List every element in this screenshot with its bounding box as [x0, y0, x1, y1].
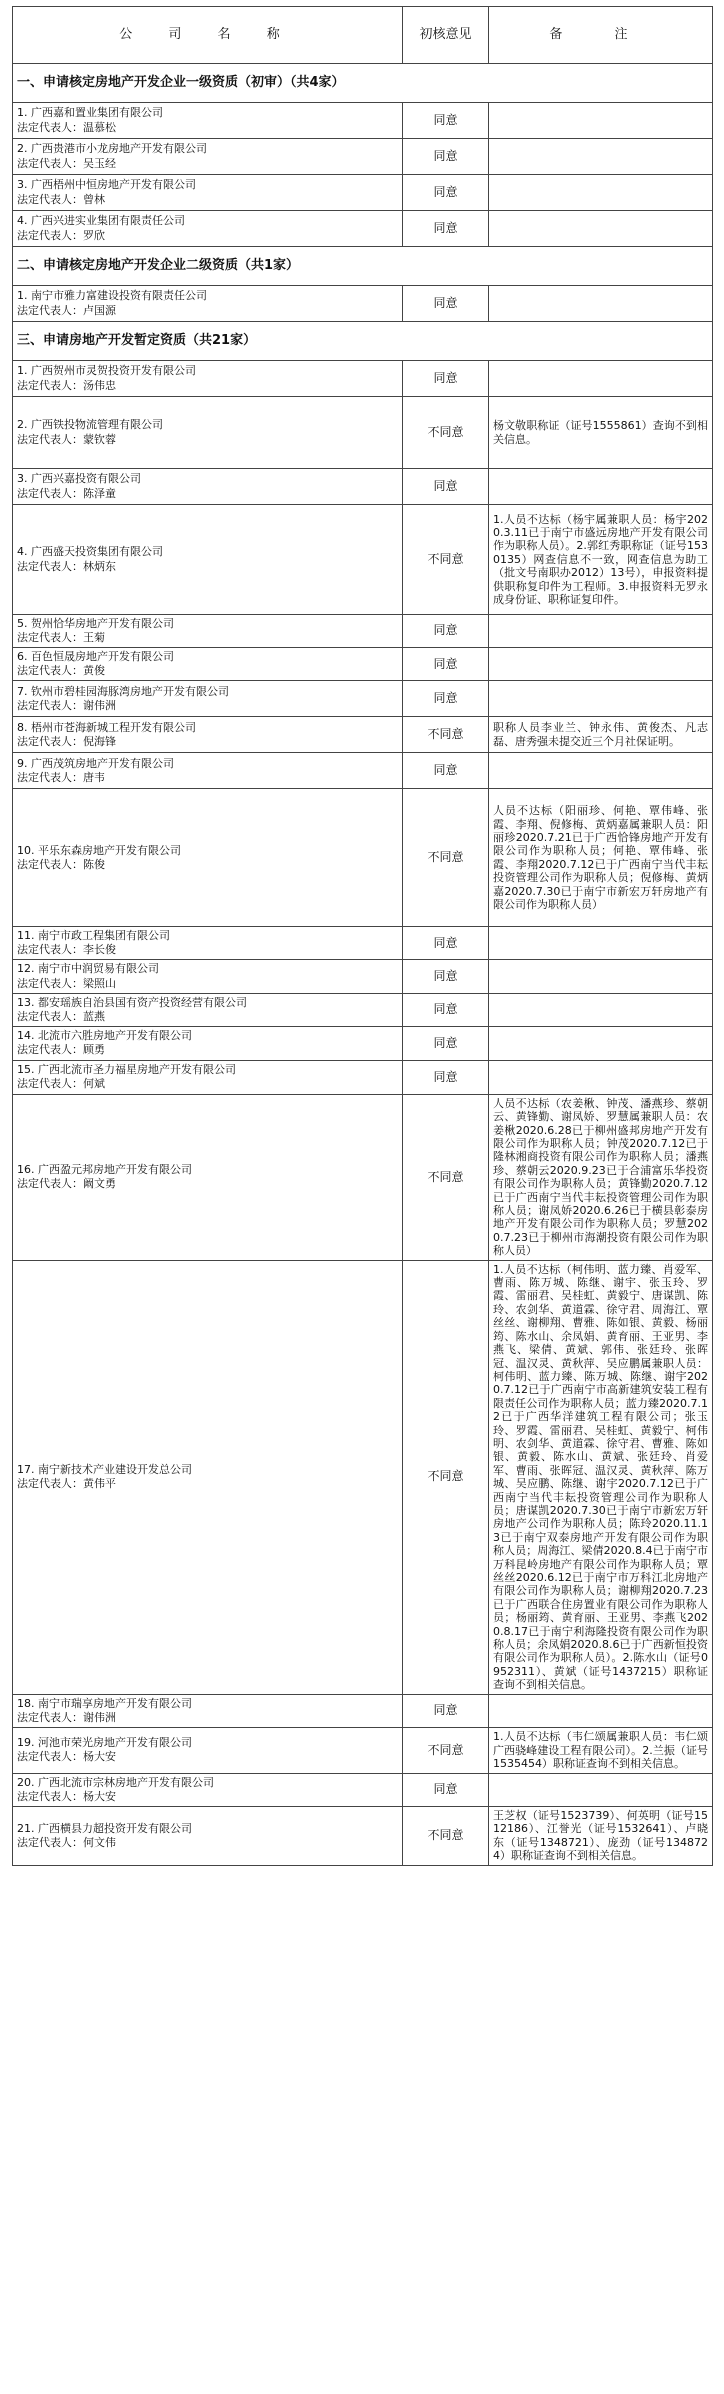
legal-representative: 法定代表人：唐韦	[17, 770, 105, 784]
table-row	[13, 1260, 713, 1694]
company-cell	[13, 397, 403, 469]
header-company: 公 司 名 称	[13, 7, 403, 64]
review-result: 不同意	[403, 1094, 489, 1260]
table-row	[13, 139, 713, 175]
legal-representative: 法定代表人：梁照山	[17, 976, 116, 990]
legal-representative: 法定代表人：吴玉经	[17, 156, 116, 170]
table-body	[13, 64, 713, 1866]
review-result: 不同意	[403, 1806, 489, 1865]
company-name: 21. 广西横县力超投资开发有限公司	[17, 1821, 192, 1835]
legal-representative: 法定代表人：阚文勇	[17, 1177, 116, 1191]
table-row	[13, 469, 713, 505]
legal-representative: 法定代表人：陈泽童	[17, 486, 116, 500]
legal-representative: 法定代表人：谢伟洲	[17, 1710, 116, 1724]
review-result: 不同意	[403, 1727, 489, 1773]
table-row	[13, 1060, 713, 1094]
company-name: 3. 广西兴嘉投资有限公司	[17, 472, 141, 486]
legal-representative: 法定代表人：蒙钦蓉	[17, 432, 116, 446]
table-row	[13, 681, 713, 717]
company-cell	[13, 469, 403, 505]
legal-representative: 法定代表人：倪海锋	[17, 734, 116, 748]
review-result: 同意	[403, 615, 489, 648]
company-cell	[13, 1727, 403, 1773]
company-cell	[13, 1094, 403, 1260]
review-result: 同意	[403, 648, 489, 681]
company-cell	[13, 1026, 403, 1060]
review-result: 同意	[403, 286, 489, 322]
legal-representative: 法定代表人：何文伟	[17, 1835, 116, 1849]
table-row	[13, 397, 713, 469]
review-result: 同意	[403, 681, 489, 717]
company-name: 1. 广西贺州市灵贺投资开发有限公司	[17, 364, 196, 378]
company-cell	[13, 789, 403, 927]
company-cell	[13, 753, 403, 789]
table-row	[13, 993, 713, 1026]
table-row	[13, 1026, 713, 1060]
remark-cell	[489, 993, 713, 1026]
header-remark: 备 注	[489, 7, 713, 64]
review-result: 不同意	[403, 1260, 489, 1694]
table-header-row	[13, 7, 713, 64]
table-row	[13, 286, 713, 322]
table-row	[13, 717, 713, 753]
table-row	[13, 615, 713, 648]
review-result: 不同意	[403, 505, 489, 615]
table-row	[13, 175, 713, 211]
legal-representative: 法定代表人：卢国源	[17, 303, 116, 317]
legal-representative: 法定代表人：李长俊	[17, 943, 116, 957]
section-heading-row	[13, 64, 713, 103]
section-title: 三、申请房地产开发暂定资质（共21家）	[13, 322, 713, 361]
legal-representative: 法定代表人：陈俊	[17, 857, 105, 871]
company-name: 11. 南宁市政工程集团有限公司	[17, 929, 170, 943]
company-cell	[13, 927, 403, 960]
review-result: 同意	[403, 1026, 489, 1060]
table-row	[13, 1727, 713, 1773]
remark-cell: 1.人员不达标（韦仁颂属兼职人员：韦仁颂 广西骁峰建设工程有限公司）。2.兰振（证号1535454）职称证查询不到相关信息。	[489, 1727, 713, 1773]
review-result: 同意	[403, 139, 489, 175]
remark-cell	[489, 361, 713, 397]
review-result: 同意	[403, 753, 489, 789]
company-cell	[13, 1694, 403, 1727]
table-row	[13, 211, 713, 247]
legal-representative: 法定代表人：谢伟洲	[17, 698, 116, 712]
legal-representative: 法定代表人：罗欣	[17, 228, 105, 242]
legal-representative: 法定代表人：黄伟平	[17, 1477, 116, 1491]
company-cell	[13, 615, 403, 648]
review-result: 同意	[403, 1694, 489, 1727]
review-result: 同意	[403, 1773, 489, 1806]
section-heading-row	[13, 322, 713, 361]
company-name: 2. 广西铁投物流管理有限公司	[17, 418, 163, 432]
table-row	[13, 927, 713, 960]
remark-cell	[489, 286, 713, 322]
review-result: 同意	[403, 993, 489, 1026]
review-result: 同意	[403, 927, 489, 960]
company-name: 8. 梧州市苍海新城工程开发有限公司	[17, 720, 196, 734]
remark-cell	[489, 753, 713, 789]
company-name: 15. 广西北流市圣力福星房地产开发有限公司	[17, 1063, 236, 1077]
company-name: 12. 南宁市中润贸易有限公司	[17, 962, 159, 976]
legal-representative: 法定代表人：何斌	[17, 1077, 105, 1091]
company-name: 9. 广西茂筑房地产开发有限公司	[17, 756, 174, 770]
company-name: 18. 南宁市瑞享房地产开发有限公司	[17, 1696, 192, 1710]
review-result: 同意	[403, 103, 489, 139]
company-name: 6. 百色恒晟房地产开发有限公司	[17, 650, 174, 664]
remark-cell: 杨文敬职称证（证号1555861）查询不到相关信息。	[489, 397, 713, 469]
table-row	[13, 789, 713, 927]
company-name: 13. 都安瑶族自治县国有资产投资经营有限公司	[17, 995, 247, 1009]
approval-table	[12, 6, 713, 1866]
review-result: 同意	[403, 361, 489, 397]
table-row	[13, 960, 713, 993]
company-name: 7. 钦州市碧桂园海豚湾房地产开发有限公司	[17, 684, 229, 698]
remark-cell	[489, 648, 713, 681]
remark-cell: 1.人员不达标（柯伟明、蓝力臻、肖爱军、曹雨、陈万城、陈继、谢宇、张玉玲、罗霞、雷丽君、吴桂虹、黄毅宁、唐谋凯、陈玲、农剑华、黄道霖、徐守君、周海江、覃丝丝、谢柳翔、曹雅、陈如银、黄毅、杨丽筠、陈水山、余凤娟、黄育丽、王亚男、李燕飞、梁倩、黄斌、郭伟、张廷玲、张晖冠、温汉灵、黄秋萍、吴应鹏属兼职人员：柯伟明、蓝力臻、陈万城、陈继、谢宇2020.7.12已于广西南宁市高新建筑安装工程有限责任公司作为职称人员；蓝力臻2020.7.12已于广西华洋建筑工程有限公司；张玉玲、罗霞、雷丽君、吴桂虹、黄毅宁、柯伟明、农剑华、黄道霖、徐守君、曹雅、陈如银、黄毅、陈水山、黄斌、张廷玲、肖爱军、曹雨、张晖冠、温汉灵、黄秋萍、陈万城、吴应鹏、陈继、谢宇2020.7.12已于广西南宁当代丰耘投资管理公司作为职称人员；唐谋凯2020.7.30已于南宁市新宏万轩房地产公司作为职称人员；陈玲2020.11.13已于南宁双泰房地产开发有限公司作为职称人员；周海江、梁倩2020.8.4已于南宁市万科昆岭房地产有限公司作为职称人员；覃丝丝2020.6.12已于南宁市万科江北房地产有限公司作为职称人员；谢柳翔2020.7.23已于广西联合住房置业有限公司作为职称人员；杨丽筠、黄育丽、王亚男、李燕飞2020.8.17已于南宁利海隆投资有限公司作为职称人员；余凤娟2020.8.6已于广西新恒投资有限公司作为职称人员）。2.陈水山（证号0952311）、黄斌（证号1437215）职称证查询不到相关信息。	[489, 1260, 713, 1694]
review-result: 不同意	[403, 397, 489, 469]
company-name: 1. 广西嘉和置业集团有限公司	[17, 106, 163, 120]
company-name: 3. 广西梧州中恒房地产开发有限公司	[17, 178, 196, 192]
legal-representative: 法定代表人：曾林	[17, 192, 105, 206]
table-row	[13, 505, 713, 615]
company-cell	[13, 960, 403, 993]
company-name: 10. 平乐东森房地产开发有限公司	[17, 843, 181, 857]
company-name: 4. 广西兴进实业集团有限责任公司	[17, 214, 185, 228]
remark-cell	[489, 615, 713, 648]
table-row	[13, 648, 713, 681]
remark-cell	[489, 103, 713, 139]
legal-representative: 法定代表人：黄俊	[17, 664, 105, 678]
company-cell	[13, 286, 403, 322]
remark-cell: 人员不达标（阳丽珍、何艳、覃伟峰、张霞、李翔、倪修梅、黄炳嘉属兼职人员：阳丽珍2020.7.21已于广西恰锋房地产开发有限公司作为职称人员；何艳、覃伟峰、张霞、李翔2020.7.12已于广西南宁当代丰耘投资管理公司作为职称人员；倪修梅、黄炳嘉2020.7.30已于南宁市新宏万轩房地产有限公司作为职称人员）	[489, 789, 713, 927]
company-cell	[13, 681, 403, 717]
remark-cell: 人员不达标（农姜楸、钟茂、潘燕珍、蔡朝云、黄锋勤、谢凤娇、罗慧属兼职人员：农姜楸2020.6.28已于柳州盛邦房地产开发有限公司作为职称人员；钟茂2020.7.12已于隆林湘商投资有限公司作为职称人员；潘燕珍、蔡朝云2020.9.23已于合浦富乐华投资有限公司作为职称人员；黄锋勤2020.7.12已于广西南宁当代丰耘投资管理公司作为职称人员；谢凤娇2020.6.26已于横县彰泰房地产开发有限公司作为职称人员；罗慧2020.7.23已于柳州市海潮投资有限公司作为职称人员）	[489, 1094, 713, 1260]
company-name: 20. 广西北流市宗林房地产开发有限公司	[17, 1775, 214, 1789]
legal-representative: 法定代表人：温慕松	[17, 120, 116, 134]
company-cell	[13, 1773, 403, 1806]
remark-cell	[489, 175, 713, 211]
section-title: 二、申请核定房地产开发企业二级资质（共1家）	[13, 247, 713, 286]
table-row	[13, 1806, 713, 1865]
section-title: 一、申请核定房地产开发企业一级资质（初审）（共4家）	[13, 64, 713, 103]
company-cell	[13, 211, 403, 247]
remark-cell	[489, 469, 713, 505]
legal-representative: 法定代表人：林炳东	[17, 559, 116, 573]
remark-cell	[489, 1026, 713, 1060]
company-name: 16. 广西盈元邦房地产开发有限公司	[17, 1163, 192, 1177]
remark-cell: 1.人员不达标（杨宇属兼职人员：杨宇2020.3.11已于南宁市盛远房地产开发有限公司作为职称人员）。2.郭红秀职称证（证号1530135）网查信息不一致，网查信息为助工（批文号南职办2012）13号），申报资料提供职称复印件为工程师。3.申报资料无罗永成身份证、职称证复印件。	[489, 505, 713, 615]
company-name: 2. 广西贵港市小龙房地产开发有限公司	[17, 142, 207, 156]
legal-representative: 法定代表人：杨大安	[17, 1750, 116, 1764]
table-row	[13, 103, 713, 139]
remark-cell	[489, 927, 713, 960]
remark-cell	[489, 681, 713, 717]
header-result: 初核意见	[403, 7, 489, 64]
review-result: 不同意	[403, 717, 489, 753]
legal-representative: 法定代表人：王菊	[17, 631, 105, 645]
company-cell	[13, 139, 403, 175]
review-result: 同意	[403, 211, 489, 247]
remark-cell	[489, 1694, 713, 1727]
legal-representative: 法定代表人：杨大安	[17, 1789, 116, 1803]
remark-cell	[489, 960, 713, 993]
review-result: 同意	[403, 960, 489, 993]
review-result: 不同意	[403, 789, 489, 927]
company-cell	[13, 648, 403, 681]
company-name: 17. 南宁新技术产业建设开发总公司	[17, 1463, 192, 1477]
company-name: 5. 贺州恰华房地产开发有限公司	[17, 617, 174, 630]
company-name: 14. 北流市六胜房地产开发有限公司	[17, 1029, 192, 1043]
legal-representative: 法定代表人：蓝燕	[17, 1009, 105, 1023]
legal-representative: 法定代表人：汤伟忠	[17, 378, 116, 392]
table-row	[13, 1094, 713, 1260]
remark-cell: 王芝权（证号1523739）、何英明（证号1512186）、江誉光（证号1532641）、卢晓东（证号1348721）、庞劲（证号1348724）职称证查询不到相关信息。	[489, 1806, 713, 1865]
remark-cell	[489, 211, 713, 247]
company-cell	[13, 361, 403, 397]
legal-representative: 法定代表人：顾勇	[17, 1043, 105, 1057]
company-cell	[13, 1060, 403, 1094]
company-cell	[13, 717, 403, 753]
company-cell	[13, 103, 403, 139]
company-cell	[13, 1806, 403, 1865]
table-row	[13, 1773, 713, 1806]
company-name: 19. 河池市荣光房地产开发有限公司	[17, 1736, 192, 1750]
section-heading-row	[13, 247, 713, 286]
table-row	[13, 753, 713, 789]
table-row	[13, 361, 713, 397]
company-cell	[13, 993, 403, 1026]
remark-cell	[489, 1773, 713, 1806]
company-name: 4. 广西盛天投资集团有限公司	[17, 545, 163, 559]
company-cell	[13, 175, 403, 211]
review-result: 同意	[403, 1060, 489, 1094]
table-row	[13, 1694, 713, 1727]
remark-cell: 职称人员李业兰、钟永伟、黄俊杰、凡志磊、唐秀强未提交近三个月社保证明。	[489, 717, 713, 753]
company-cell	[13, 505, 403, 615]
remark-cell	[489, 139, 713, 175]
review-result: 同意	[403, 469, 489, 505]
review-result: 同意	[403, 175, 489, 211]
company-name: 1. 南宁市雅力富建设投资有限责任公司	[17, 289, 207, 303]
remark-cell	[489, 1060, 713, 1094]
company-cell	[13, 1260, 403, 1694]
